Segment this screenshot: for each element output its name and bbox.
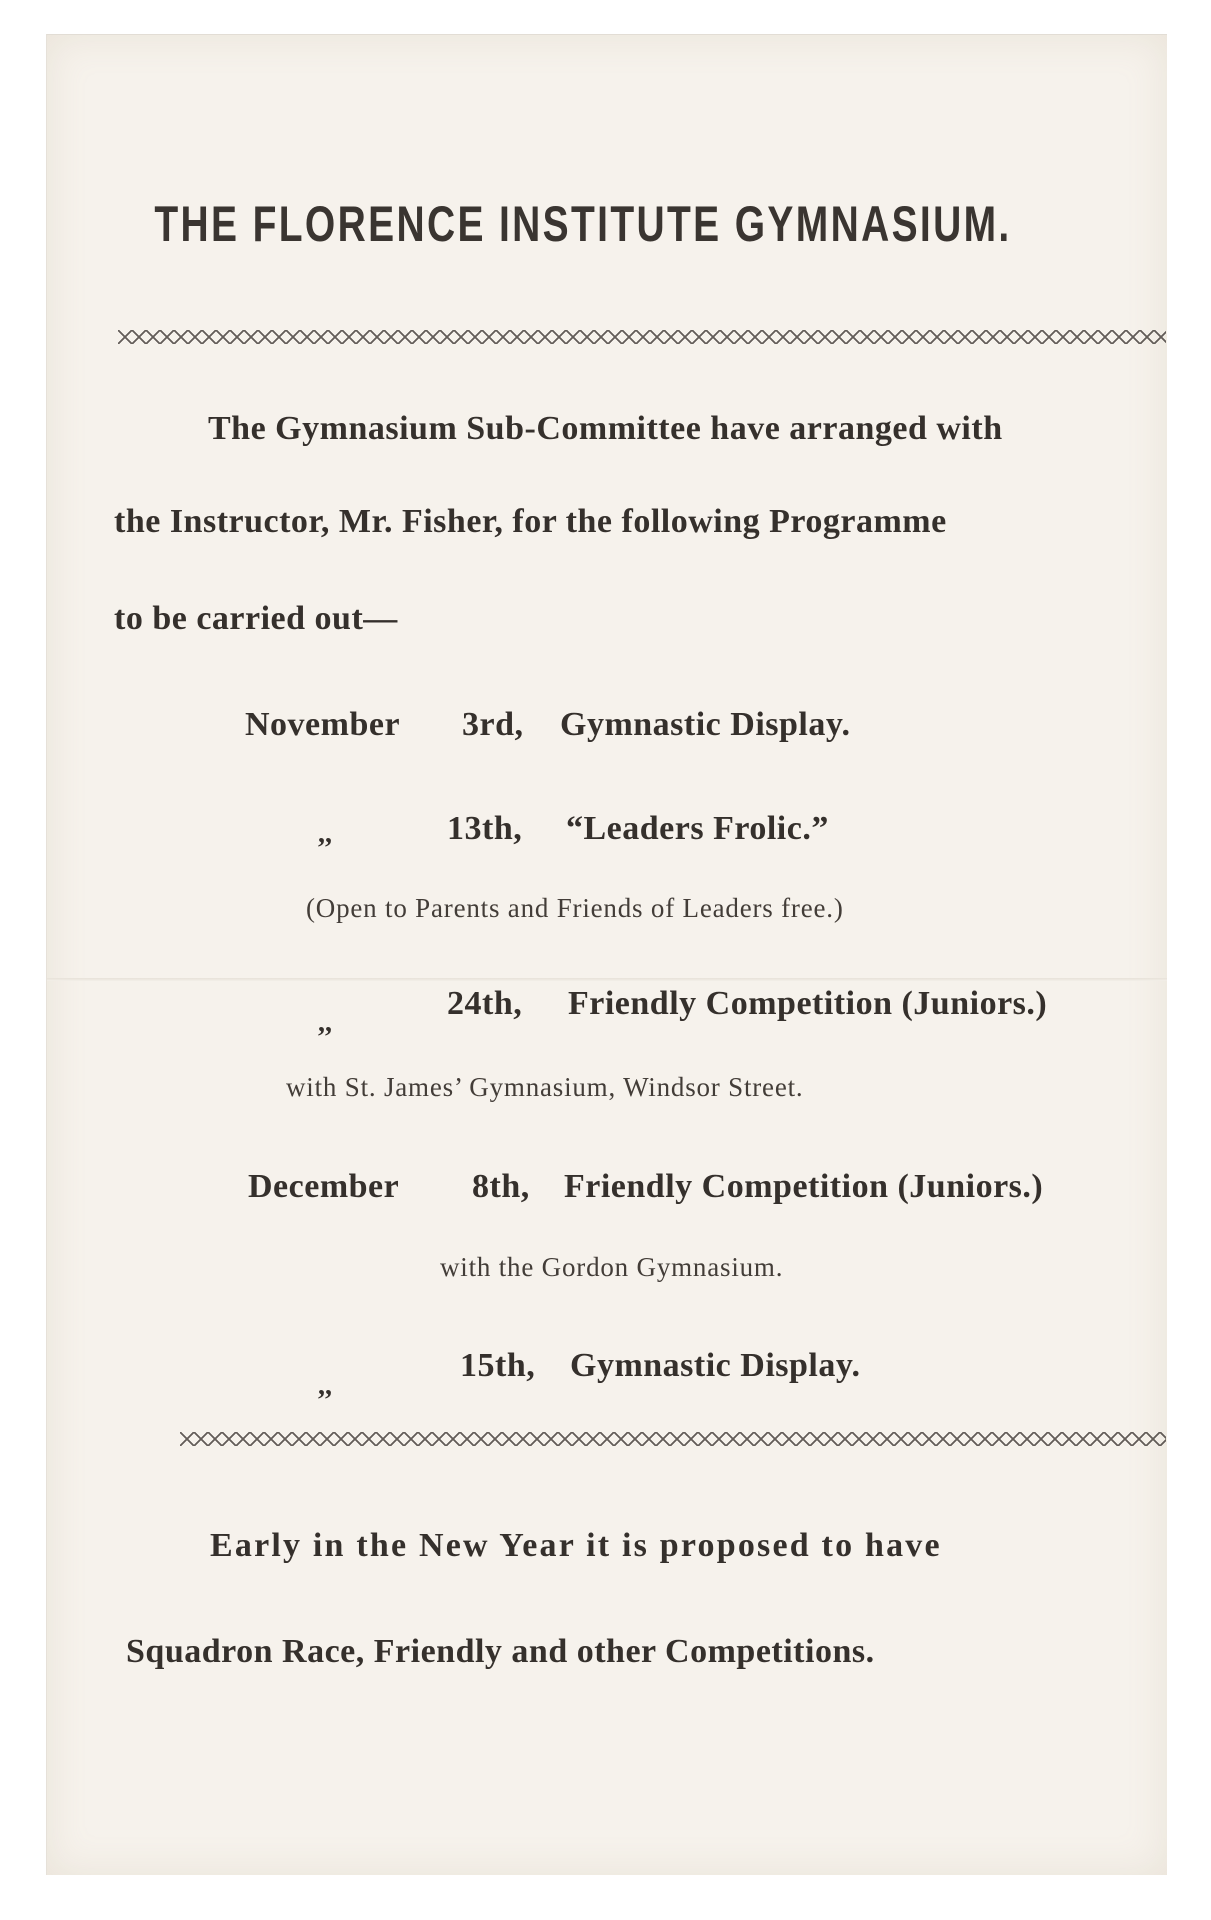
programme-note: (Open to Parents and Friends of Leaders free.) xyxy=(306,893,844,923)
intro-line-1: The Gymnasium Sub-Committee have arranged with xyxy=(208,410,1003,447)
ditto-mark: ,, xyxy=(318,1007,332,1038)
programme-month: December xyxy=(248,1168,400,1205)
ditto-mark: ,, xyxy=(318,1370,332,1401)
programme-date: 3rd, xyxy=(462,706,524,743)
programme-date: 15th, xyxy=(460,1347,536,1384)
programme-date: 8th, xyxy=(472,1168,530,1205)
closing-line-2: Squadron Race, Friendly and other Competitions. xyxy=(126,1633,875,1670)
programme-event: Friendly Competition (Juniors.) xyxy=(564,1168,1044,1205)
programme-note: with the Gordon Gymnasium. xyxy=(440,1252,784,1282)
intro-line-2: the Instructor, Mr. Fisher, for the following Programme xyxy=(114,503,947,540)
programme-date: 24th, xyxy=(447,985,523,1022)
programme-event: Gymnastic Display. xyxy=(570,1347,861,1384)
top-divider xyxy=(118,330,1166,344)
programme-note: with St. James’ Gymnasium, Windsor Street. xyxy=(286,1072,804,1102)
programme-event: “Leaders Frolic.” xyxy=(566,810,829,847)
document-title: THE FLORENCE INSTITUTE GYMNASIUM. xyxy=(154,196,1012,252)
programme-month: November xyxy=(245,706,401,743)
programme-event: Gymnastic Display. xyxy=(560,706,851,743)
programme-date: 13th, xyxy=(447,810,523,847)
intro-line-3: to be carried out— xyxy=(114,600,398,637)
ditto-mark: ,, xyxy=(318,818,332,849)
paper-fold xyxy=(47,978,1167,981)
closing-line-1: Early in the New Year it is proposed to have xyxy=(210,1527,942,1564)
document-page xyxy=(46,34,1167,1875)
bottom-divider xyxy=(180,1432,1166,1446)
programme-event: Friendly Competition (Juniors.) xyxy=(568,985,1048,1022)
